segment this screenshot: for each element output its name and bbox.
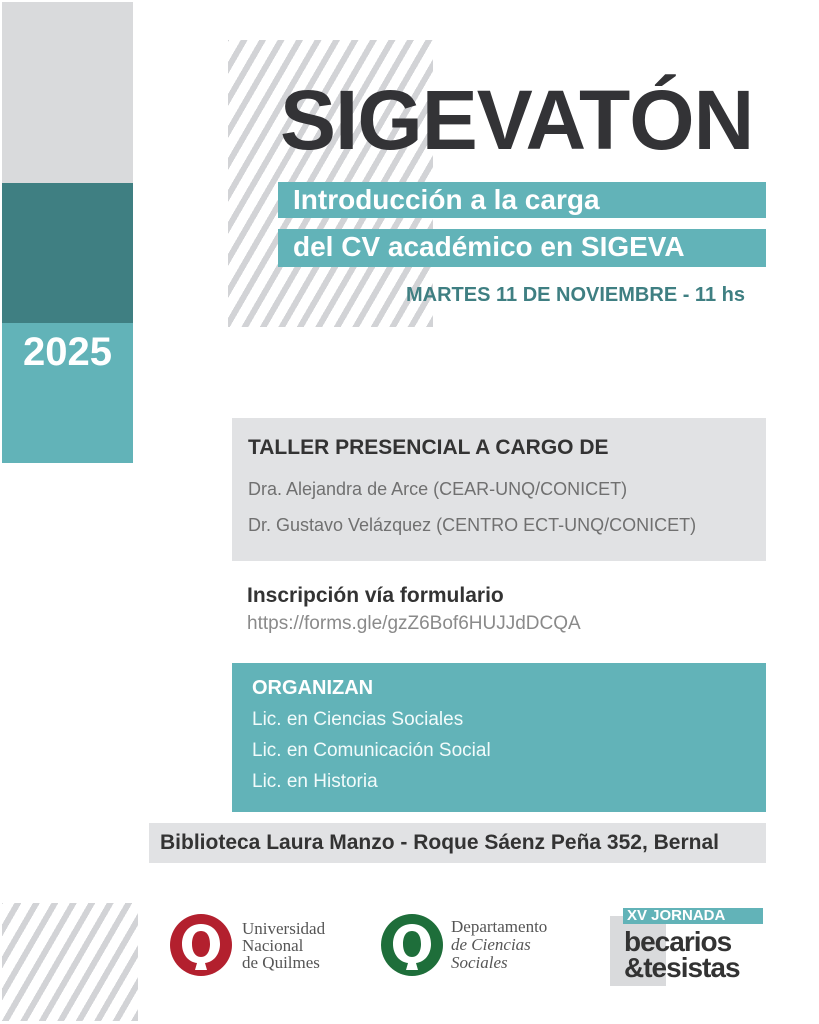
decor-bar-dark bbox=[2, 183, 133, 323]
decor-stripes-bottom bbox=[2, 903, 138, 1021]
unq-logo-icon bbox=[170, 914, 232, 976]
organizan-item: Lic. en Comunicación Social bbox=[252, 740, 491, 761]
unq-logo-text: Nacional bbox=[242, 936, 304, 955]
subtitle-band-2 bbox=[278, 229, 766, 267]
organizan-title: ORGANIZAN bbox=[252, 677, 374, 699]
venue-bar bbox=[149, 823, 766, 863]
subtitle-line-1: Introducción a la carga bbox=[293, 184, 600, 215]
unq-logo-text: de Quilmes bbox=[242, 953, 320, 972]
jornada-band bbox=[623, 908, 763, 924]
depto-logo-text: Sociales bbox=[451, 953, 508, 972]
organizan-item: Lic. en Ciencias Sociales bbox=[252, 709, 464, 730]
taller-title: TALLER PRESENCIAL A CARGO DE bbox=[248, 436, 609, 459]
jornada-logo-text: &tesistas bbox=[624, 952, 740, 983]
taller-person: Dr. Gustavo Velázquez (CENTRO ECT-UNQ/CONICET) bbox=[248, 515, 697, 535]
unq-logo-text: Universidad bbox=[242, 919, 326, 938]
organizan-item: Lic. en Historia bbox=[252, 771, 378, 792]
subtitle-line-2: del CV académico en SIGEVA bbox=[293, 231, 685, 262]
jornada-band-text: XV JORNADA bbox=[627, 907, 726, 924]
year-label: 2025 bbox=[23, 330, 112, 374]
inscripcion-title: Inscripción vía formulario bbox=[247, 584, 504, 607]
venue-text: Biblioteca Laura Manzo - Roque Sáenz Peña 352, Bernal bbox=[160, 831, 719, 854]
unq-logo bbox=[170, 912, 360, 978]
taller-panel bbox=[232, 418, 766, 561]
taller-person: Dra. Alejandra de Arce (CEAR-UNQ/CONICET) bbox=[248, 479, 628, 499]
depto-logo bbox=[381, 912, 591, 978]
depto-logo-icon bbox=[381, 914, 443, 976]
depto-logo-text: Departamento bbox=[451, 917, 548, 936]
inscripcion-link[interactable]: https://forms.gle/gzZ6Bof6HUJJdDCQA bbox=[247, 613, 581, 634]
jornada-logo-text: becarios bbox=[624, 926, 732, 957]
event-date: MARTES 11 DE NOVIEMBRE - 11 hs bbox=[406, 284, 745, 306]
decor-bar-gray bbox=[2, 2, 133, 183]
subtitle-band-1 bbox=[278, 182, 766, 218]
depto-logo-text: de Ciencias bbox=[451, 935, 531, 954]
page-title: SIGEVATÓN bbox=[280, 73, 754, 167]
organizan-panel bbox=[232, 663, 766, 812]
